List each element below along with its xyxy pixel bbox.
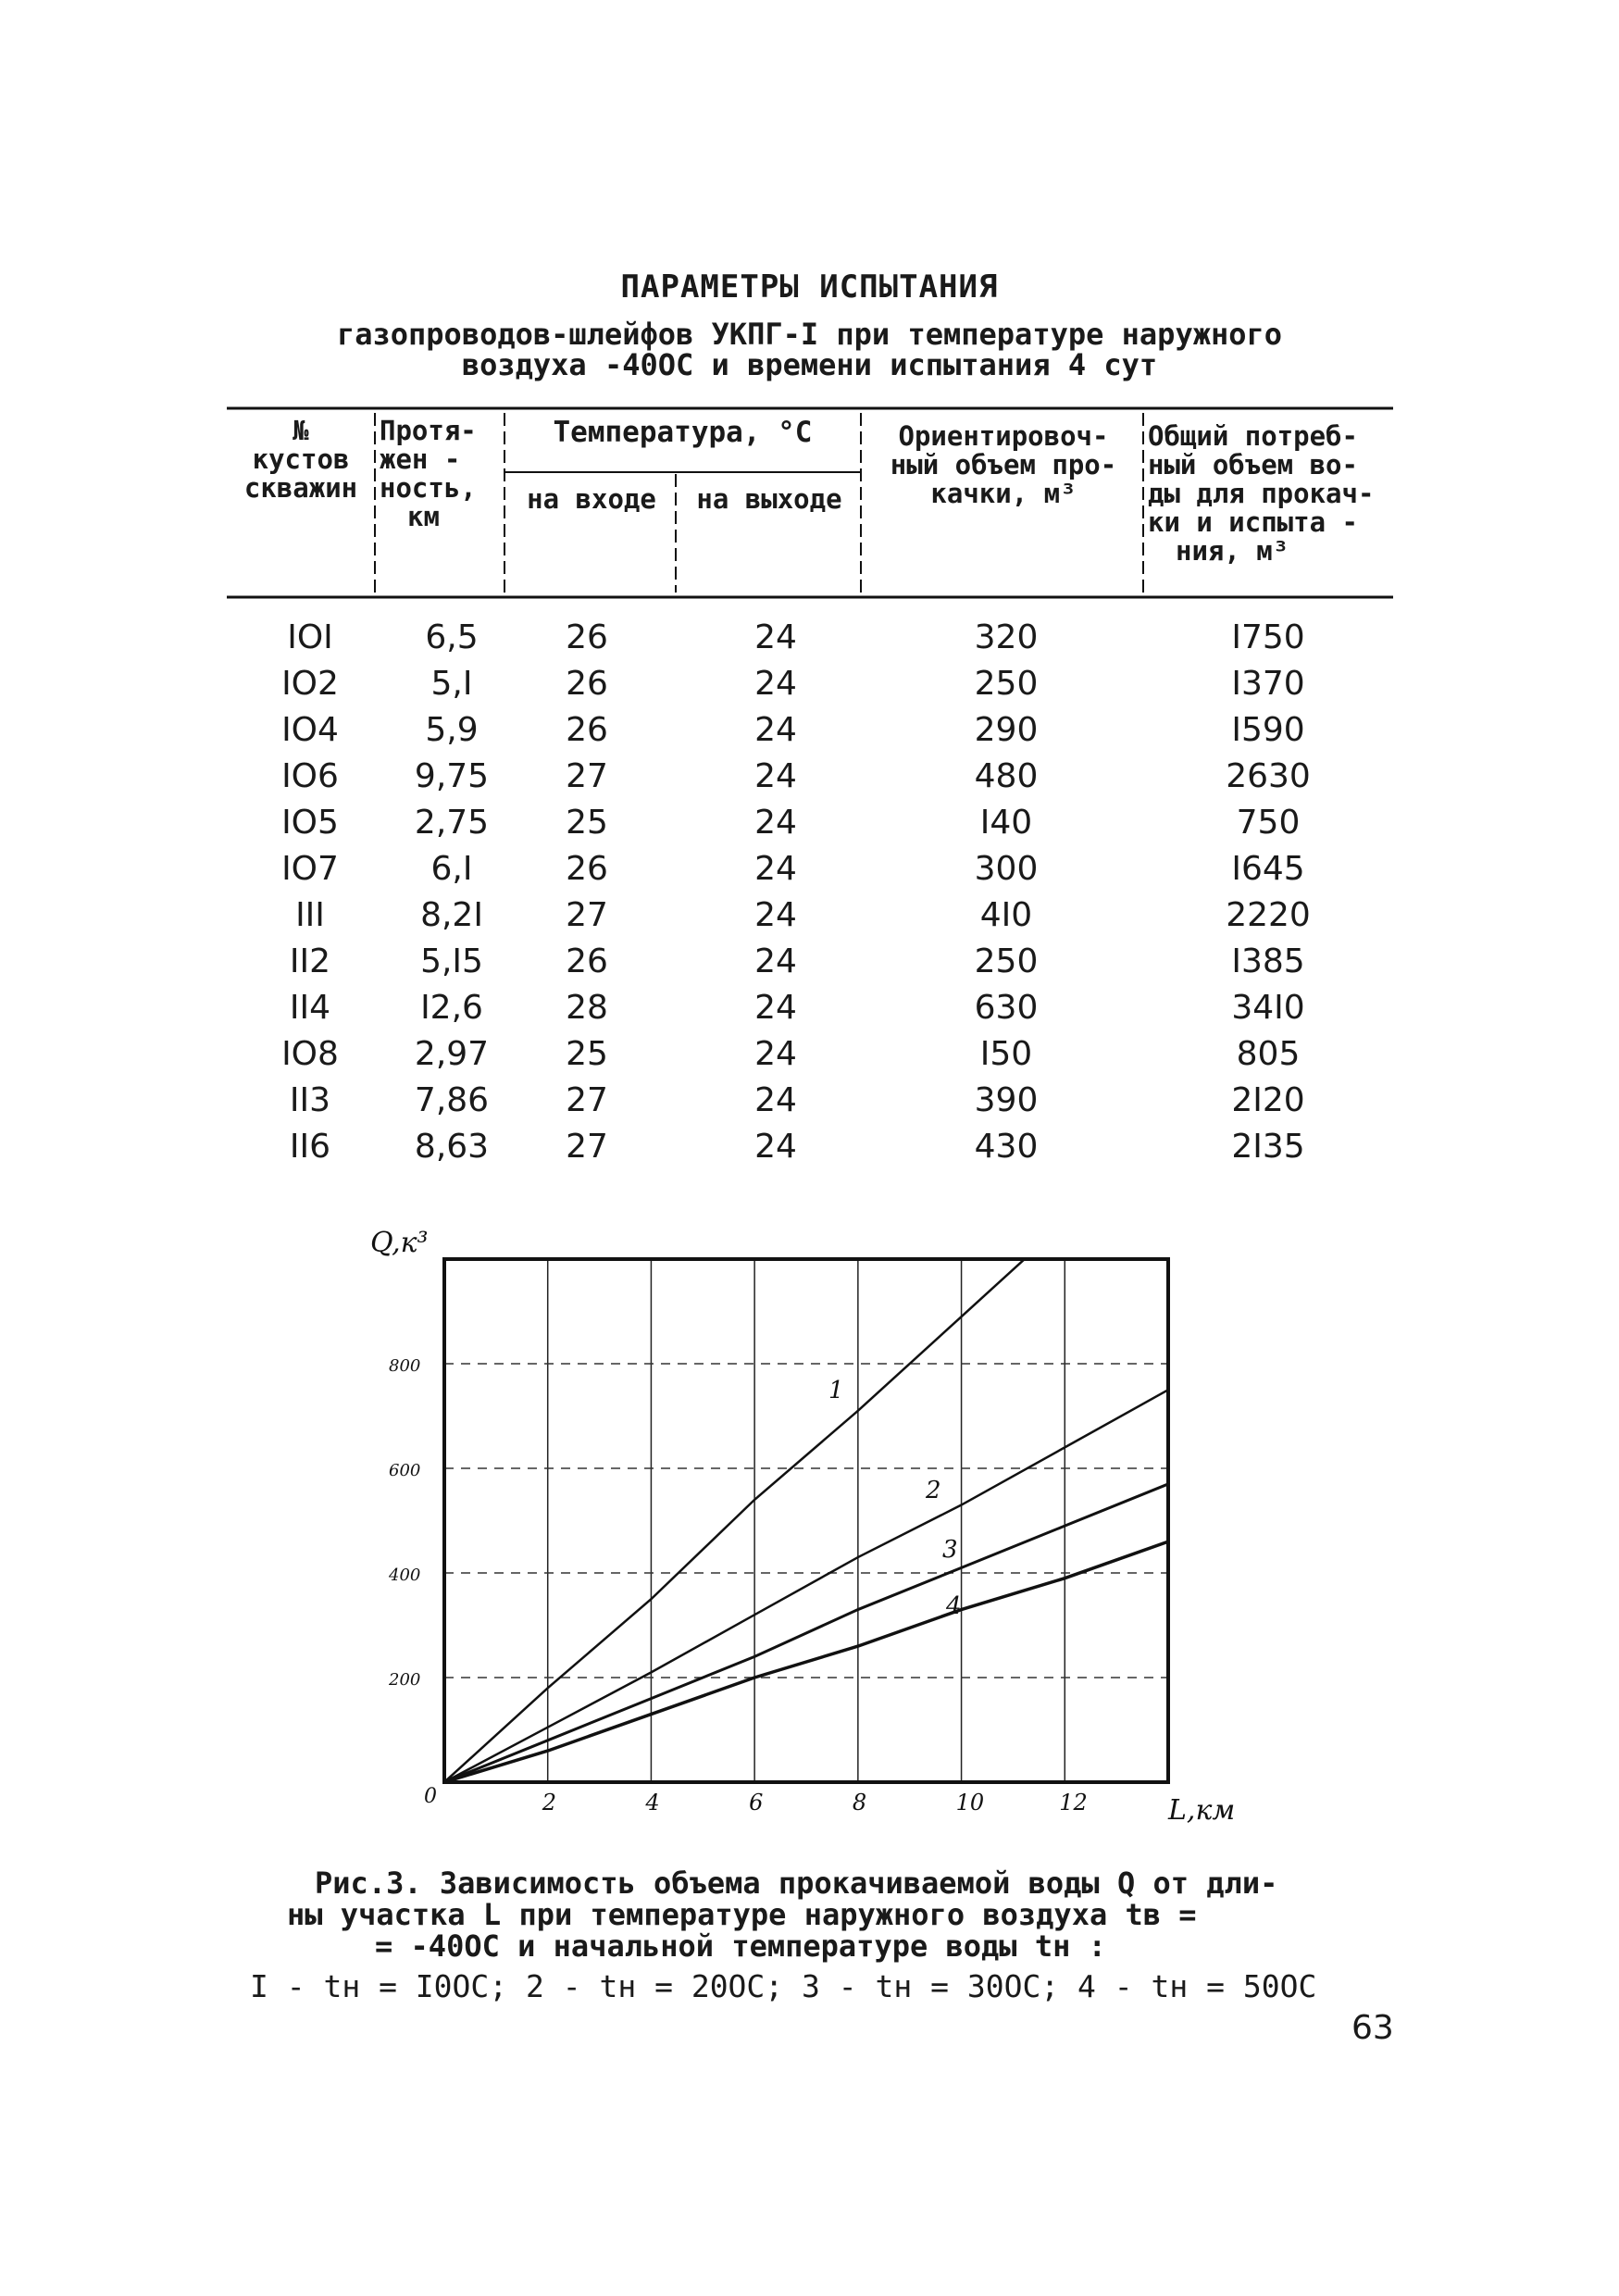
x-tick-label: 10 — [955, 1790, 985, 1816]
x-tick-label: 6 — [749, 1790, 764, 1816]
x-tick-label: 2 — [542, 1790, 556, 1816]
table-cell: 300 — [974, 850, 1039, 888]
table-cell: 24 — [754, 618, 797, 656]
y-tick-label: 200 — [389, 1670, 421, 1690]
series-label-4: 4 — [946, 1592, 962, 1620]
table-cell: 2630 — [1226, 757, 1311, 795]
table-cell: 480 — [974, 757, 1039, 795]
table-cell: 24 — [754, 896, 797, 934]
table-cell: 27 — [566, 757, 608, 795]
table-cell: IO2 — [281, 665, 339, 703]
table-cell: II2 — [289, 942, 331, 980]
table-cell: 250 — [974, 942, 1039, 980]
table-cell: IO5 — [281, 804, 339, 842]
table-cell: I370 — [1231, 665, 1305, 703]
subtitle-line-1: газопроводов-шлейфов УКПГ-I при температуре наружного — [336, 317, 1283, 352]
table-cell: 24 — [754, 665, 797, 703]
caption-line-3: = -40ОС и начальной температуре воды tн : — [375, 1928, 1106, 1964]
header-length: Протя- жен - ность, км — [380, 415, 477, 532]
caption-line-1: Рис.3. Зависимость объема прокачиваемой воды Q от дли- — [315, 1866, 1278, 1901]
header-pump-volume: Ориентировоч- ный объем про- качки, м³ — [890, 420, 1117, 509]
table-cell: IO8 — [281, 1035, 339, 1073]
table-cell: 28 — [566, 989, 608, 1027]
table-cell: 8,63 — [414, 1128, 490, 1166]
table-cell: 24 — [754, 711, 797, 749]
table-cell: I385 — [1231, 942, 1305, 980]
table-cell: I645 — [1231, 850, 1305, 888]
table-cell: 2,75 — [414, 804, 490, 842]
table-cell: 805 — [1236, 1035, 1301, 1073]
table-cell: 2I35 — [1231, 1128, 1305, 1166]
header-outlet: на выходе — [696, 483, 842, 515]
header-total-volume: Общий потреб- ный объем во- ды для прокач- ки и испыта - ния, м³ — [1148, 420, 1375, 567]
series-label-2: 2 — [926, 1477, 941, 1504]
table-cell: 24 — [754, 1081, 797, 1119]
table-cell: 430 — [974, 1128, 1039, 1166]
table-cell: II6 — [289, 1128, 331, 1166]
table-cell: 27 — [566, 1081, 608, 1119]
caption-line-2: ны участка L при температуре наружного воздуха tв = — [287, 1897, 1197, 1932]
table-cell: IO7 — [281, 850, 339, 888]
y-tick-label: 600 — [389, 1461, 421, 1480]
x-axis-label: L,км — [1168, 1794, 1236, 1827]
series-label-3: 3 — [942, 1536, 958, 1564]
table-cell: 24 — [754, 989, 797, 1027]
table-cell: 5,I — [430, 665, 473, 703]
table-cell: 26 — [566, 942, 608, 980]
plot-frame — [444, 1259, 1168, 1782]
table-cell: II4 — [289, 989, 331, 1027]
series-line-1 — [444, 1204, 1168, 1782]
table-cell: 6,5 — [425, 618, 479, 656]
y-axis-label: Q,к³ — [370, 1227, 429, 1259]
table-cell: 290 — [974, 711, 1039, 749]
table-cell: 24 — [754, 1035, 797, 1073]
table-cell: 7,86 — [414, 1081, 490, 1119]
table-cell: 27 — [566, 1128, 608, 1166]
table-cell: IOI — [287, 618, 333, 656]
table-cell: I590 — [1231, 711, 1305, 749]
header-wells: № кустов скважин — [243, 415, 358, 504]
table-cell: 24 — [754, 1128, 797, 1166]
chart — [0, 1204, 1619, 1852]
table-cell: 4I0 — [979, 896, 1033, 934]
table-cell: 2220 — [1226, 896, 1311, 934]
series-line-3 — [444, 1484, 1168, 1782]
x-tick-label: 12 — [1059, 1790, 1088, 1816]
page-title: ПАРАМЕТРЫ ИСПЫТАНИЯ — [620, 268, 999, 306]
table-cell: 630 — [974, 989, 1039, 1027]
table-cell: IO6 — [281, 757, 339, 795]
series-line-2 — [444, 1390, 1168, 1782]
y-tick-label: 800 — [389, 1356, 421, 1376]
table-cell: 26 — [566, 665, 608, 703]
series-line-4 — [444, 1541, 1168, 1782]
x-tick-label: 4 — [645, 1790, 660, 1816]
table-cell: I50 — [979, 1035, 1033, 1073]
page-number: 63 — [1351, 2009, 1394, 2047]
header-inlet: на входе — [527, 483, 656, 515]
table-cell: 24 — [754, 804, 797, 842]
table-cell: 390 — [974, 1081, 1039, 1119]
table-cell: 5,9 — [425, 711, 479, 749]
caption-line-4: I - tн = I0ОС; 2 - tн = 20ОС; 3 - tн = 30ОС; 4 - tн = 50ОС — [250, 1968, 1317, 2004]
table-cell: 25 — [566, 804, 608, 842]
table-cell: 26 — [566, 618, 608, 656]
table-cell: 750 — [1236, 804, 1301, 842]
table-cell: 5,I5 — [420, 942, 483, 980]
table-cell: 24 — [754, 757, 797, 795]
table-cell: 24 — [754, 850, 797, 888]
table-cell: 9,75 — [414, 757, 490, 795]
table-cell: 250 — [974, 665, 1039, 703]
table-cell: IO4 — [281, 711, 339, 749]
table-cell: 24 — [754, 942, 797, 980]
table-cell: II3 — [289, 1081, 331, 1119]
table-cell: 2I20 — [1231, 1081, 1305, 1119]
table-cell: 34I0 — [1231, 989, 1305, 1027]
subtitle-line-2: воздуха -40ОС и времени испытания 4 сут — [461, 347, 1158, 382]
table-cell: 27 — [566, 896, 608, 934]
y-tick-label: 400 — [389, 1566, 421, 1585]
table-cell: 8,2I — [420, 896, 483, 934]
x-tick-label: 8 — [852, 1790, 867, 1816]
table-cell: III — [295, 896, 325, 934]
table-cell: 26 — [566, 711, 608, 749]
header-temperature: Температура, °С — [553, 416, 813, 449]
origin-label: 0 — [424, 1785, 437, 1808]
table-cell: 320 — [974, 618, 1039, 656]
table-cell: I40 — [979, 804, 1033, 842]
table-cell: I750 — [1231, 618, 1305, 656]
table-cell: 26 — [566, 850, 608, 888]
table-cell: 6,I — [430, 850, 473, 888]
table-cell: 2,97 — [414, 1035, 490, 1073]
series-label-1: 1 — [828, 1377, 844, 1404]
table-cell: 25 — [566, 1035, 608, 1073]
table-cell: I2,6 — [420, 989, 483, 1027]
